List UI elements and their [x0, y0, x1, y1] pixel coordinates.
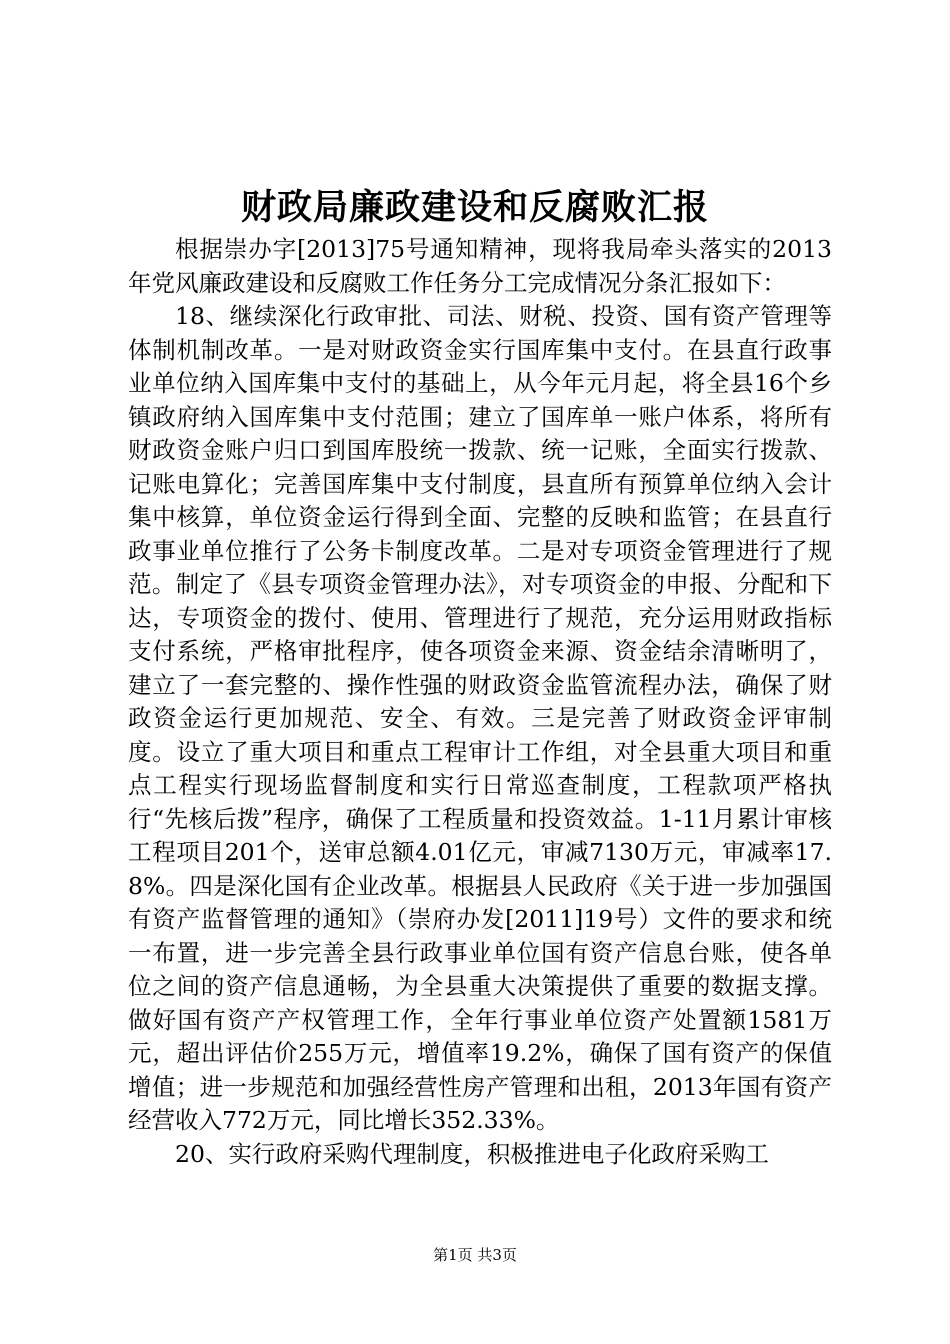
page-total: 共3页	[477, 1246, 517, 1264]
document-body	[128, 233, 832, 1171]
page-footer	[0, 1245, 950, 1265]
paragraph-item-18: 18、继续深化行政审批、司法、财税、投资、国有资产管理等体制机制改革。一是对财政资金实行国库集中支付。在县直行政事业单位纳入国库集中支付的基础上，从今年元月起，将全县16个乡镇政府纳入国库集中支付范围；建立了国库单一账户体系，将所有财政资金账户归口到国库股统一拨款、统一记账，全面实行拨款、记账电算化；完善国库集中支付制度，县直所有预算单位纳入会计集中核算，单位资金运行得到全面、完整的反映和监管；在县直行政事业单位推行了公务卡制度改革。二是对专项资金管理进行了规范。制定了《县专项资金管理办法》，对专项资金的申报、分配和下达，专项资金的拨付、使用、管理进行了规范，充分运用财政指标支付系统，严格审批程序，使各项资金来源、资金结余清晰明了，建立了一套完整的、操作性强的财政资金监管流程办法，确保了财政资金运行更加规范、安全、有效。三是完善了财政资金评审制度。设立了重大项目和重点工程审计工作组，对全县重大项目和重点工程实行现场监督制度和实行日常巡查制度，工程款项严格执行“先核后拨”程序，确保了工程质量和投资效益。1-11月累计审核工程项目201个，送审总额4.01亿元，审减7130万元，审减率17.8%。四是深化国有企业改革。根据县人民政府《关于进一步加强国有资产监督管理的通知》（崇府办发[2011]19号）文件的要求和统一布置，进一步完善全县行政事业单位国有资产信息台账，使各单位之间的资产信息通畅，为全县重大决策提供了重要的数据支撑。做好国有资产产权管理工作，全年行事业单位资产处置额1581万元，超出评估价255万元，增值率19.2%，确保了国有资产的保值增值；进一步规范和加强经营性房产管理和出租，2013年国有资产经营收入772万元，同比增长352.33%。	[128, 302, 832, 1134]
page-number: 第1页	[433, 1246, 473, 1264]
paragraph-item-20: 20、实行政府采购代理制度，积极推进电子化政府采购工	[175, 1139, 769, 1168]
paragraph-intro: 根据崇办字[2013]75号通知精神，现将我局牵头落实的2013年党风廉政建设和反腐败工作任务分工完成情况分条汇报如下：	[128, 235, 832, 297]
document-title: 财政局廉政建设和反腐败汇报	[240, 187, 709, 228]
